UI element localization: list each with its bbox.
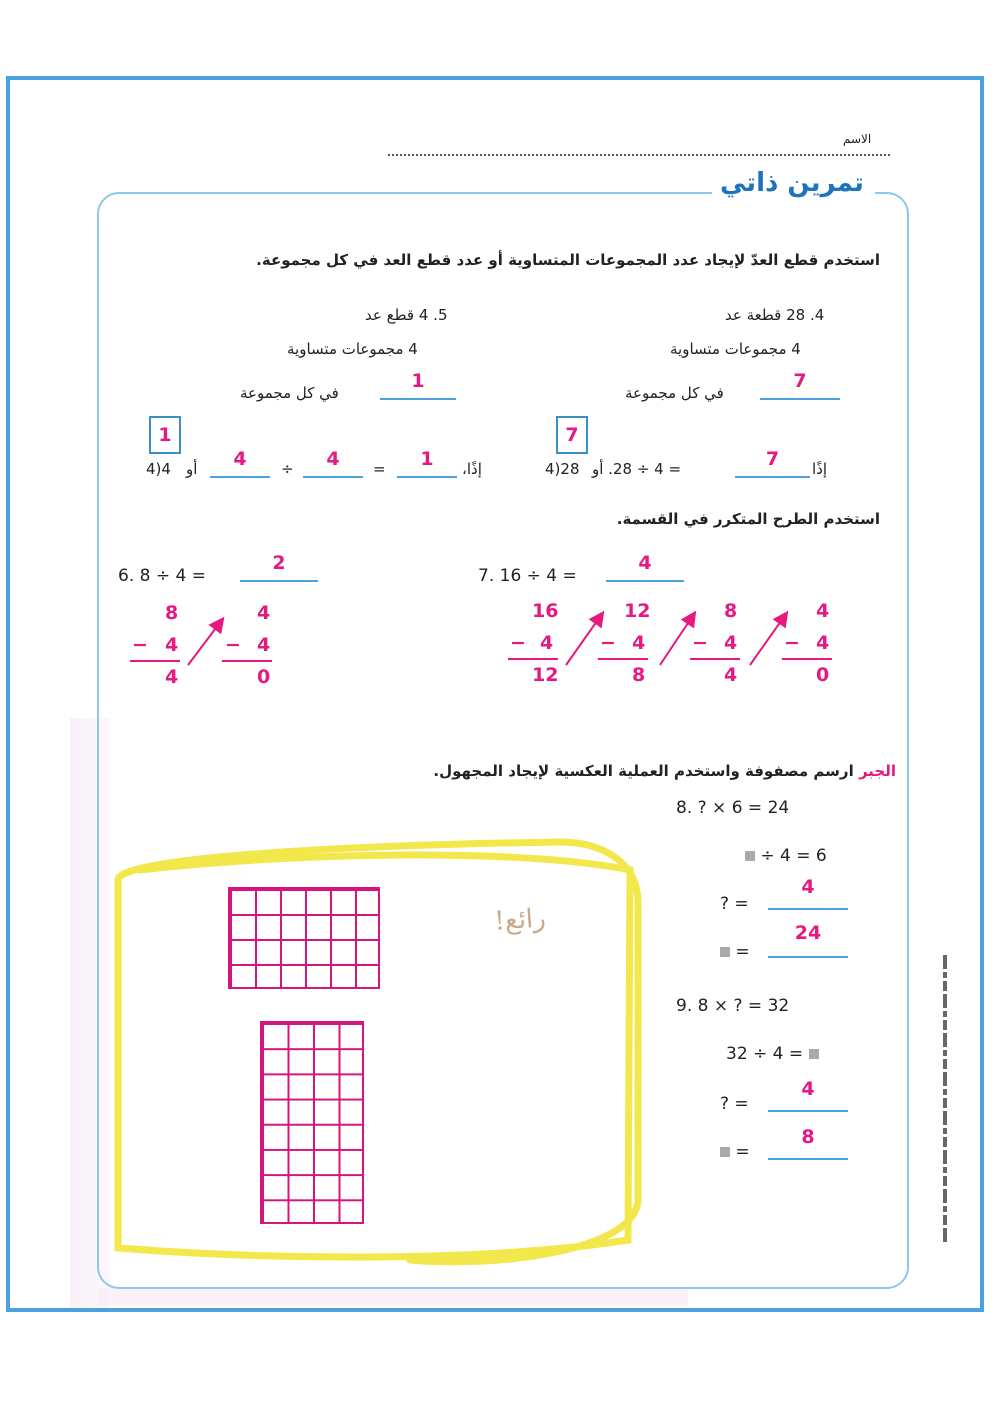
array-8x4 — [260, 1021, 364, 1224]
p7-step2-result: 8 — [632, 664, 646, 686]
unknown-square-icon — [809, 1049, 819, 1059]
problem8-inverse — [745, 846, 827, 866]
p7-step3-top: 8 — [724, 600, 738, 622]
p7-step4-top: 4 — [816, 600, 830, 622]
problem5-box-answer[interactable]: 1 — [149, 416, 181, 454]
p7-step3-result: 4 — [724, 664, 738, 686]
problem8-q-label: ? = — [720, 894, 749, 914]
problem9-q-answer[interactable]: 4 — [768, 1078, 848, 1112]
p7-step2-top: 12 — [624, 600, 651, 622]
p7-step2-minus: − — [600, 632, 616, 654]
instruction-part2: استخدم الطرح المتكرر في القسمة. — [616, 510, 880, 528]
problem5-then-label: إذًا، — [462, 460, 482, 478]
problem9-q-label: ? = — [720, 1094, 749, 1114]
problem5-divide: ÷ — [281, 460, 294, 478]
problem4-per-group-label: في كل مجموعة — [625, 384, 724, 402]
p6-step1-result: 4 — [165, 666, 179, 688]
problem9-inverse — [726, 1044, 819, 1064]
p6-step2-top: 4 — [257, 602, 271, 624]
instruction-algebra — [296, 762, 896, 780]
p6-step1-top: 8 — [165, 602, 179, 624]
problem5-pieces-text: 4 قطع عد — [365, 306, 429, 324]
p7-step3-sub: 4 — [724, 632, 738, 654]
problem5-long-division: 4)4 — [146, 460, 171, 478]
unknown-square-icon — [745, 851, 755, 861]
problem4-equation: = 4 ÷ 28. أو — [592, 460, 682, 478]
p6-step1-minus: − — [132, 634, 148, 656]
problem4-per-group-answer[interactable]: 7 — [760, 370, 840, 400]
problem5-per-group-answer[interactable]: 1 — [380, 370, 456, 400]
problem5-equals: = — [373, 460, 386, 478]
problem8-sq-answer[interactable]: 24 — [768, 922, 848, 958]
publisher-sidebar — [938, 955, 952, 1255]
p7-step3-minus: − — [692, 632, 708, 654]
problem5-or: أو — [186, 460, 198, 478]
problem5-answer-a[interactable]: 1 — [397, 448, 457, 478]
algebra-text: ارسم مصفوفة واستخدم العملية العكسية لإيجاد المجهول. — [433, 762, 854, 780]
instruction-part1: استخدم قطع العدّ لإيجاد عدد المجموعات المتساوية أو عدد قطع العد في كل مجموعة. — [256, 251, 880, 269]
problem5-groups: 4 مجموعات متساوية — [287, 340, 418, 358]
problem6-answer[interactable]: 2 — [240, 552, 318, 582]
problem4-box-answer[interactable]: 7 — [556, 416, 588, 454]
great-stamp — [455, 890, 585, 950]
page-title: تمرين ذاتي — [712, 168, 872, 198]
problem8-sq-row — [720, 942, 750, 962]
problem4-pieces-text: 28 قطعة عد — [725, 306, 806, 324]
name-label: الاسم — [843, 132, 872, 146]
problem9-inverse-text: 32 ÷ 4 = — [726, 1044, 804, 1064]
problem9-sq-row — [720, 1142, 750, 1162]
problem7-answer[interactable]: 4 — [606, 552, 684, 582]
p7-step2-sub: 4 — [632, 632, 646, 654]
p6-step2-result: 0 — [257, 666, 271, 688]
p6-step2-sub: 4 — [257, 634, 271, 656]
unknown-square-icon — [720, 1147, 730, 1157]
problem4-then-label: إذًا — [812, 460, 828, 478]
p7-step1-minus: − — [510, 632, 526, 654]
problem4-answer[interactable]: 7 — [735, 448, 810, 478]
problem6-label: 6. 8 ÷ 4 = — [118, 566, 206, 586]
problem4-groups: 4 مجموعات متساوية — [670, 340, 801, 358]
problem9-label: 9. 8 × ? = 32 — [676, 996, 790, 1016]
p7-step1-result: 12 — [532, 664, 559, 686]
publisher-text-marks — [938, 955, 952, 1255]
algebra-label: الجبر — [858, 762, 896, 780]
p6-step2-minus: − — [225, 634, 241, 656]
p7-step4-sub: 4 — [816, 632, 830, 654]
problem5-answer-c[interactable]: 4 — [210, 448, 270, 478]
problem8-q-answer[interactable]: 4 — [768, 876, 848, 910]
p6-step1-sub: 4 — [165, 634, 179, 656]
problem4-number: 4. — [810, 306, 825, 324]
problem5-number: 5. — [433, 306, 448, 324]
problem7-label: 7. 16 ÷ 4 = — [478, 566, 577, 586]
unknown-square-icon — [720, 947, 730, 957]
problem9-sq-label: = — [735, 1142, 750, 1162]
p7-step1-top: 16 — [532, 600, 559, 622]
great-stamp-text: رائع! — [493, 903, 547, 937]
problem8-sq-label: = — [735, 942, 750, 962]
p7-step4-minus: − — [784, 632, 800, 654]
problem8-inverse-text: ÷ 4 = 6 — [760, 846, 827, 866]
problem4-long-division: 4)28 — [545, 460, 580, 478]
problem9-sq-answer[interactable]: 8 — [768, 1126, 848, 1160]
array-4x6 — [228, 887, 380, 989]
problem5-per-group-label: في كل مجموعة — [240, 384, 339, 402]
p7-step1-sub: 4 — [540, 632, 554, 654]
problem5-answer-b[interactable]: 4 — [303, 448, 363, 478]
p7-step4-result: 0 — [816, 664, 830, 686]
problem8-label: 8. ? × 6 = 24 — [676, 798, 790, 818]
